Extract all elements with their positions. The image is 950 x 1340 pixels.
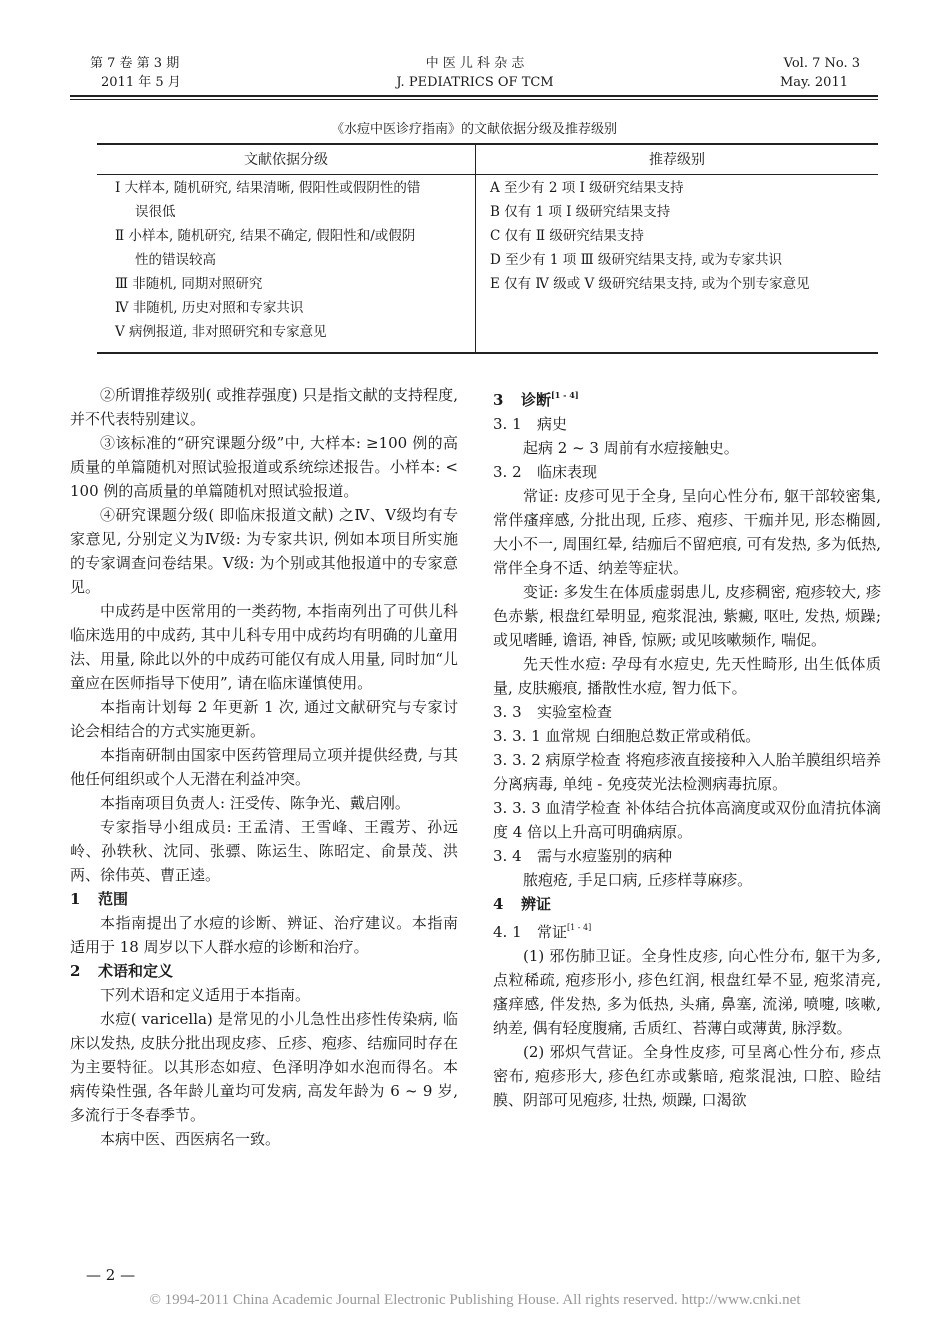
evidence-level-list	[115, 176, 470, 344]
sub-subsection: 3. 3. 2 病原学检查 将疱疹液直接接种入人胎羊膜组织培养分离病毒, 单纯 - 免疫荧光法检测病毒抗原。	[493, 751, 881, 793]
subsection-heading	[493, 460, 881, 484]
subsection-heading	[493, 412, 881, 436]
table-top-rule	[97, 143, 878, 145]
recommendation-level-list	[490, 176, 875, 296]
paragraph: (2) 邪炽气营证。全身性皮疹, 可呈离心性分布, 疹点密布, 疱疹形大, 疹色红赤或紫暗, 疱浆混浊, 口腔、睑结膜、阴部可见疱疹, 壮热, 烦躁, 口渴欲	[493, 1043, 881, 1109]
paragraph: 中成药是中医常用的一类药物, 本指南列出了可供儿科临床选用的中成药, 其中儿科专用中成药均有明确的儿童用法、用量, 除此以外的中成药可能仅有成人用量, 同时加“儿童应在医师指导下使用”, 请在临床谨慎使用。	[70, 602, 458, 692]
recommendation-level-line: B 仅有 1 项 Ⅰ 级研究结果支持	[490, 204, 671, 220]
paragraph: 脓疱疮, 手足口病, 丘疹样荨麻疹。	[523, 871, 753, 889]
evidence-table	[97, 143, 878, 353]
subsection-title: 需与水痘鉴别的病种	[537, 847, 673, 865]
recommendation-level-line: E 仅有 Ⅳ 级或 Ⅴ 级研究结果支持, 或为个别专家意见	[490, 276, 810, 292]
section-heading-diagnosis	[493, 383, 881, 412]
evidence-level-line: 性的错误较高	[135, 252, 216, 268]
header-volume-issue: 第 7 卷 第 3 期	[90, 56, 180, 71]
page-number: — 2 —	[86, 1266, 136, 1284]
subsection-title: 常证	[537, 923, 568, 941]
header-rule-thin	[70, 99, 878, 100]
section-number: 3	[493, 391, 504, 409]
recommendation-level-line: A 至少有 2 项 Ⅰ 级研究结果支持	[490, 180, 684, 196]
recommendation-level-line: D 至少有 1 项 Ⅲ 级研究结果支持, 或为专家共识	[490, 252, 782, 268]
subsection-title: 实验室检查	[537, 703, 613, 721]
paragraph: ④研究课题分级( 即临床报道文献) 之Ⅳ、Ⅴ级均有专家意见, 分别定义为Ⅳ级: 为专家共识, 例如本项目所实施的专家调查问卷结果。Ⅴ级: 为个别或其他报道中的专家意见。	[70, 506, 458, 596]
paragraph: (1) 邪伤肺卫证。全身性皮疹, 向心性分布, 躯干为多, 点粒稀疏, 疱疹形小, 疹色红润, 根盘红晕不显, 疱浆清亮, 瘙痒感, 伴发热, 多为低热, 头痛, 鼻塞, 流涕, 喷嚏, 咳嗽, 纳差, 偶有轻度腹痛, 舌质红、苔薄白或薄黄, 脉浮数。	[493, 947, 881, 1037]
subsection-number: 3. 3	[493, 703, 522, 721]
header-journal-name: 中 医 儿 科 杂 志	[425, 56, 525, 71]
evidence-level-line: Ⅰ 大样本, 随机研究, 结果清晰, 假阳性或假阴性的错	[115, 180, 421, 196]
subsection-number: 4. 1	[493, 923, 522, 941]
subsection-heading	[493, 844, 881, 868]
copyright-footer: © 1994-2011 China Academic Journal Electronic Publishing House. All rights reserved. http://www.cnki.net	[149, 1292, 801, 1308]
evidence-level-line: Ⅴ 病例报道, 非对照研究和专家意见	[115, 324, 327, 340]
subsection-title: 临床表现	[537, 463, 598, 481]
citation-ref: [1 - 4]	[551, 390, 579, 400]
header-rule	[70, 95, 878, 97]
section-title: 诊断	[521, 391, 552, 409]
section-number: 1	[70, 890, 81, 908]
subsection-title: 病史	[537, 415, 568, 433]
table-header-evidence: 文献依据分级	[244, 152, 328, 168]
section-heading-differentiation	[493, 892, 881, 916]
table-divider	[475, 143, 476, 353]
header-vol-no: Vol. 7 No. 3	[783, 56, 860, 71]
table-header-recommendation: 推荐级别	[649, 152, 705, 168]
paragraph: ②所谓推荐级别( 或推荐强度) 只是指文献的支持程度, 并不代表特别建议。	[70, 386, 458, 428]
sub-subsection: 3. 3. 1 血常规 白细胞总数正常或稍低。	[493, 727, 761, 745]
paragraph: 专家指导小组成员: 王孟清、王雪峰、王霞芳、孙远岭、孙轶秋、沈同、张骠、陈运生、陈昭定、俞景茂、洪两、徐伟英、曹正逵。	[70, 818, 458, 884]
left-column	[70, 383, 458, 1151]
section-heading-scope	[70, 887, 458, 911]
evidence-level-line: 误很低	[135, 204, 176, 220]
sub-subsection: 3. 3. 3 血清学检查 补体结合抗体高滴度或双份血清抗体滴度 4 倍以上升高可明确病原。	[493, 799, 881, 841]
header-date: 2011 年 5 月	[101, 75, 181, 90]
paragraph: 下列术语和定义适用于本指南。	[100, 986, 311, 1004]
subsection-number: 3. 4	[493, 847, 522, 865]
paragraph: 先天性水痘: 孕母有水痘史, 先天性畸形, 出生低体质量, 皮肤瘢痕, 播散性水痘, 智力低下。	[493, 655, 881, 697]
section-number: 2	[70, 962, 81, 980]
paragraph: 本病中医、西医病名一致。	[100, 1130, 281, 1148]
evidence-level-line: Ⅱ 小样本, 随机研究, 结果不确定, 假阳性和/或假阴	[115, 228, 416, 244]
citation-ref: [1 - 4]	[567, 923, 592, 932]
subsection-heading	[493, 700, 881, 724]
recommendation-level-line: C 仅有 Ⅱ 级研究结果支持	[490, 228, 644, 244]
header-month-year: May. 2011	[779, 75, 848, 90]
right-column	[493, 383, 881, 1112]
section-heading-terms	[70, 959, 458, 983]
section-title: 辨证	[521, 895, 552, 913]
section-title: 术语和定义	[98, 962, 174, 980]
paragraph: 常证: 皮疹可见于全身, 呈向心性分布, 躯干部较密集, 常伴瘙痒感, 分批出现, 丘疹、疱疹、干痂并见, 形态椭圆, 大小不一, 周围红晕, 结痂后不留疤痕, 可有发热, 多为低热, 常伴全身不适、纳差等症状。	[493, 487, 881, 577]
paragraph: 本指南计划每 2 年更新 1 次, 通过文献研究与专家讨论会相结合的方式实施更新。	[70, 698, 458, 740]
table-header-rule	[97, 174, 878, 175]
header-journal-english: J. PEDIATRICS OF TCM	[396, 75, 554, 90]
table-bottom-rule	[97, 352, 878, 354]
evidence-level-line: Ⅳ 非随机, 历史对照和专家共识	[115, 300, 304, 316]
evidence-level-line: Ⅲ 非随机, 同期对照研究	[115, 276, 263, 292]
section-title: 范围	[98, 890, 129, 908]
paragraph: 水痘( varicella) 是常见的小儿急性出疹性传染病, 临床以发热, 皮肤分批出现皮疹、丘疹、疱疹、结痂同时存在为主要特征。以其形态如痘、色泽明净如水泡而得名。本病传染性强, 各年龄儿童均可发病, 高发年龄为 6 ~ 9 岁, 多流行于冬春季节。	[70, 1010, 458, 1124]
subsection-heading	[493, 916, 881, 944]
subsection-number: 3. 1	[493, 415, 522, 433]
paragraph: 本指南提出了水痘的诊断、辨证、治疗建议。本指南适用于 18 周岁以下人群水痘的诊断和治疗。	[70, 914, 458, 956]
paragraph: 本指南项目负责人: 汪受传、陈争光、戴启刚。	[100, 794, 410, 812]
section-number: 4	[493, 895, 504, 913]
paragraph: ③该标准的“研究课题分级”中, 大样本: ≥100 例的高质量的单篇随机对照试验报道或系统综述报告。小样本: < 100 例的高质量的单篇随机对照试验报道。	[70, 434, 458, 500]
paragraph: 起病 2 ~ 3 周前有水痘接触史。	[523, 439, 739, 457]
paragraph: 变证: 多发生在体质虚弱患儿, 皮疹稠密, 疱疹较大, 疹色赤紫, 根盘红晕明显, 疱浆混浊, 紫癜, 呕吐, 发热, 烦躁; 或见嗜睡, 谵语, 神昏, 惊厥; 或见咳嗽频作, 喘促。	[493, 583, 881, 649]
paragraph: 本指南研制由国家中医药管理局立项并提供经费, 与其他任何组织或个人无潜在利益冲突。	[70, 746, 458, 788]
table-caption: 《水痘中医诊疗指南》的文献依据分级及推荐级别	[330, 122, 617, 137]
subsection-number: 3. 2	[493, 463, 522, 481]
